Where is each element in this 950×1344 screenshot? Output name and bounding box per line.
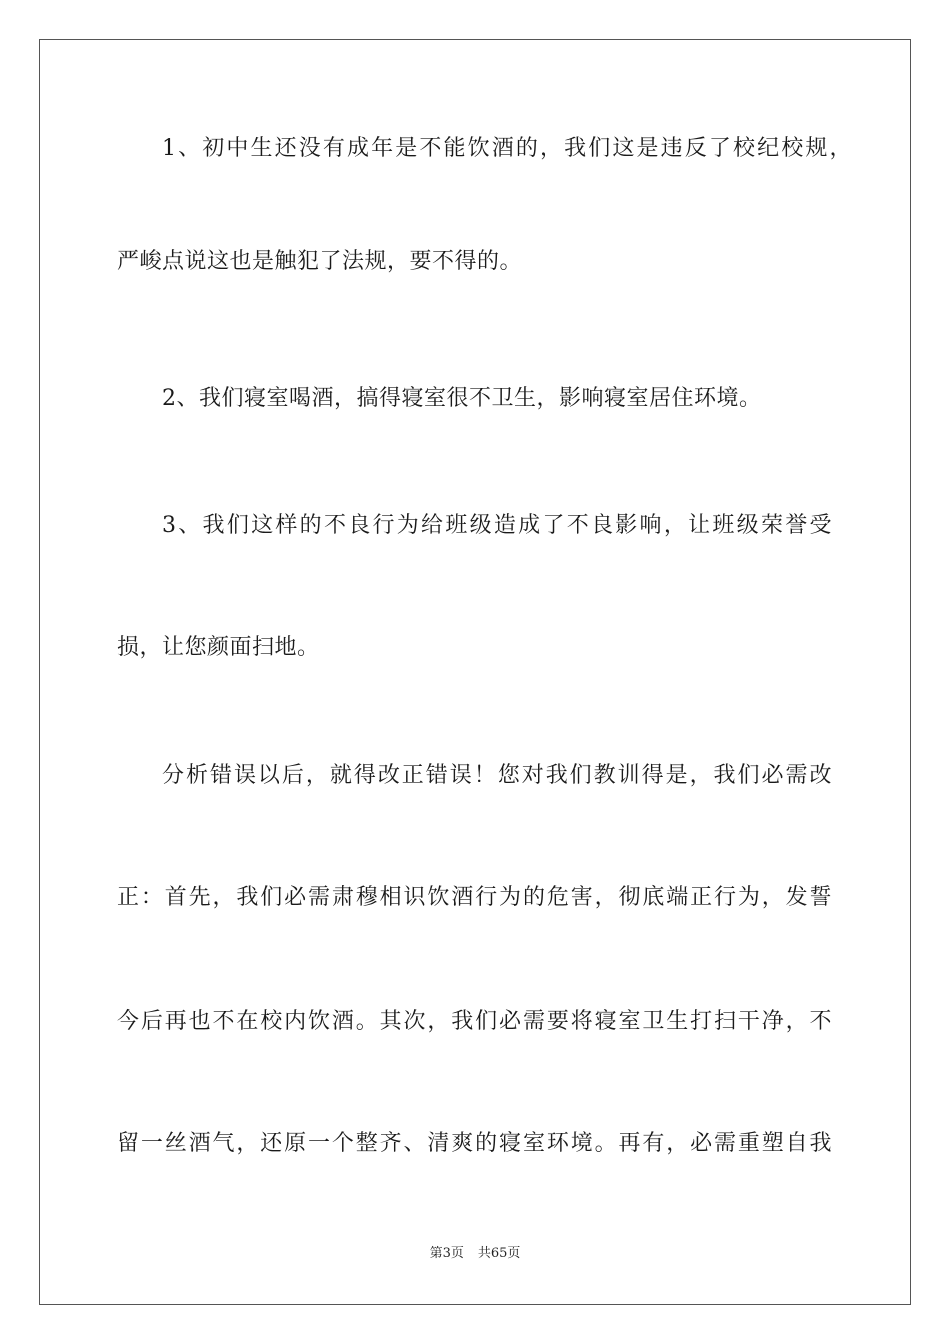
- text-line-8: 今后再也不在校内饮酒。其次，我们必需要将寝室卫生打扫干净，不: [117, 1009, 832, 1034]
- page-border: [39, 39, 911, 1305]
- text-line-5: 损，让您颜面扫地。: [117, 635, 320, 660]
- text-line-3: 2、我们寝室喝酒，搞得寝室很不卫生，影响寝室居住环境。: [162, 386, 762, 411]
- text-line-9: 留一丝酒气，还原一个整齐、清爽的寝室环境。再有，必需重塑自我: [117, 1131, 832, 1156]
- text-line-7: 正：首先，我们必需肃穆相识饮酒行为的危害，彻底端正行为，发誓: [117, 885, 832, 910]
- text-line-6: 分析错误以后，就得改正错误！您对我们教训得是，我们必需改: [162, 763, 832, 788]
- page-footer: [0, 1245, 950, 1263]
- text-line-2: 严峻点说这也是触犯了法规，要不得的。: [117, 249, 523, 274]
- page-total: 共65页: [477, 1246, 521, 1261]
- text-line-1: 1、初中生还没有成年是不能饮酒的，我们这是违反了校纪校规，: [162, 136, 852, 161]
- text-line-4: 3、我们这样的不良行为给班级造成了不良影响，让班级荣誉受: [162, 513, 832, 538]
- page-number: 第3页: [429, 1246, 464, 1261]
